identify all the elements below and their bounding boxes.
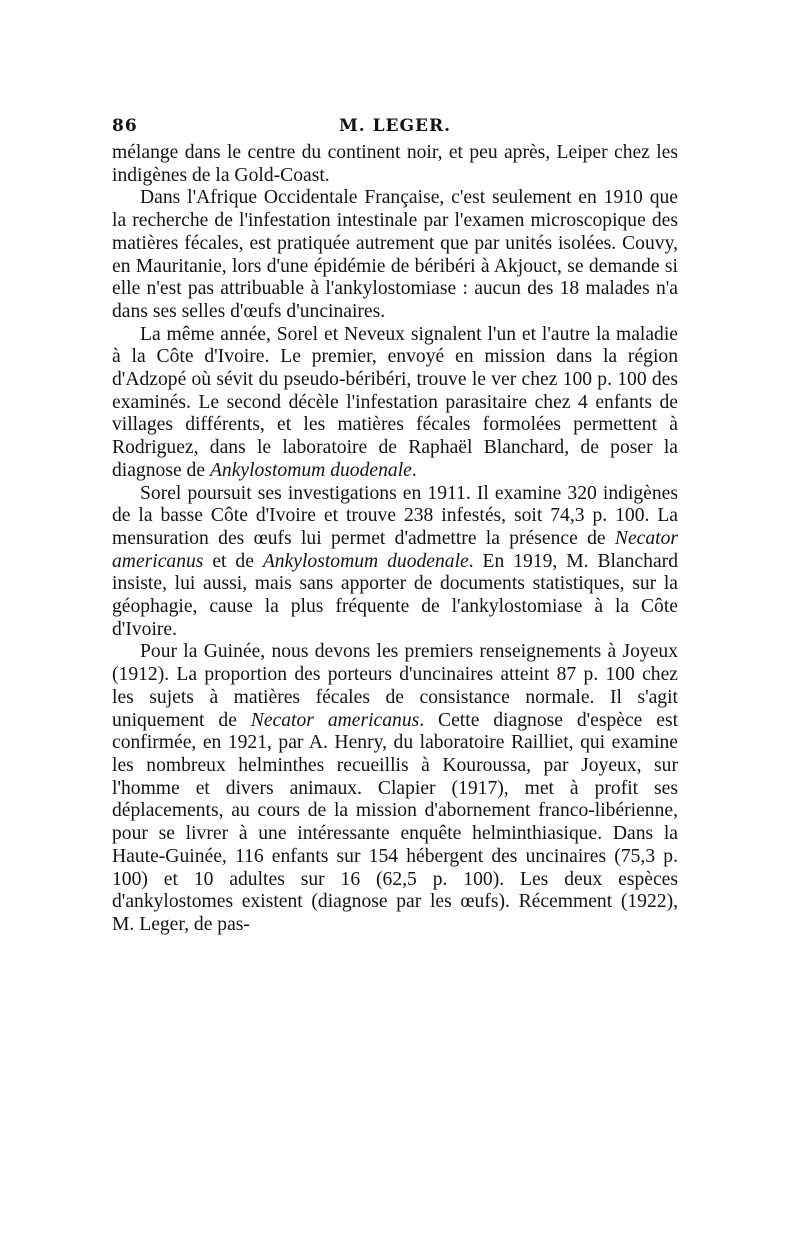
- text-run: et de: [203, 550, 263, 572]
- text-run: Pour la Guinée, nous devons les premiers renseignements à Joyeux (1912). La proportion des porteurs d'uncinaires atteint 87 p. 100 chez les sujets à matières fécales de consistance normale. Il s'agit uniquement de: [112, 641, 678, 731]
- paragraph: [112, 324, 678, 483]
- running-title: M. LEGER.: [338, 116, 452, 136]
- text-run: La même année, Sorel et Neveux signalent l'un et l'autre la maladie à la Côte d'Ivoire. Le premier, envoyé en mission dans la région d'Adzopé où sévit du pseudo-béribéri, trouve le ver chez 100 p. 100 des examinés. Le second décèle l'infestation parasitaire chez 4 enfants de villages différents, et les matières fécales formolées permettent à Rodriguez, dans le laboratoire de Raphaël Blanchard, de poser la diagnose de: [112, 323, 678, 481]
- text-run: Dans l'Afrique Occidentale Française, c'est seulement en 1910 que la recherche de l'infestation intestinale par l'examen microscopique des matières fécales, est pratiquée autrement que par unités isolées. Couvy, en Mauritanie, lors d'une épidémie de béribéri à Akjouct, se demande si elle n'est pas attribuable à l'ankylostomiase : aucun des 18 malades n'a dans ses selles d'œufs d'uncinaires.: [112, 187, 678, 322]
- italic-run: Ankylostomum duodenale: [262, 550, 469, 572]
- italic-run: Necator americanus: [250, 709, 420, 731]
- text-run: Sorel poursuit ses investigations en 1911. Il examine 320 indigènes de la basse Côte d'Ivoire et trouve 238 infestés, soit 74,3 p. 100. La mensuration des œufs lui permet d'admettre la présence de: [112, 482, 678, 549]
- text-run: . En 1919, M. Blanchard insiste, lui aussi, mais sans apporter de documents statistiques, sur la géophagie, cause la plus fréquente de l'ankylostomiase à la Côte d'Ivoire.: [112, 550, 678, 640]
- paragraph: [112, 641, 678, 936]
- running-head: [112, 112, 678, 142]
- page-number: 86: [112, 116, 138, 136]
- paragraph: [112, 142, 678, 187]
- text-body: [112, 142, 678, 937]
- paragraph: [112, 483, 678, 642]
- book-page: [112, 112, 678, 937]
- text-run: . Cette diagnose d'espèce est confirmée, en 1921, par A. Henry, du laboratoire Railliet, qui examine les nombreux helminthes recueillis à Kouroussa, par Joyeux, sur l'homme et divers animaux. Clapier (1917), met à profit ses déplacements, au cours de la mission d'abornement franco-libérienne, pour se livrer à une intéressante enquête helminthiasique. Dans la Haute-Guinée, 116 enfants sur 154 hébergent des uncinaires (75,3 p. 100) et 10 adultes sur 16 (62,5 p. 100). Les deux espèces d'ankylostomes existent (diagnose par les œufs). Récemment (1922), M. Leger, de pas-: [112, 709, 679, 935]
- paragraph: [112, 187, 678, 323]
- italic-run: Necator americanus: [112, 527, 678, 572]
- text-run: mélange dans le centre du continent noir, et peu après, Leiper chez les indigènes de la Gold-Coast.: [112, 142, 678, 186]
- italic-run: Ankylostomum duodenale: [209, 459, 412, 481]
- text-run: .: [411, 459, 417, 481]
